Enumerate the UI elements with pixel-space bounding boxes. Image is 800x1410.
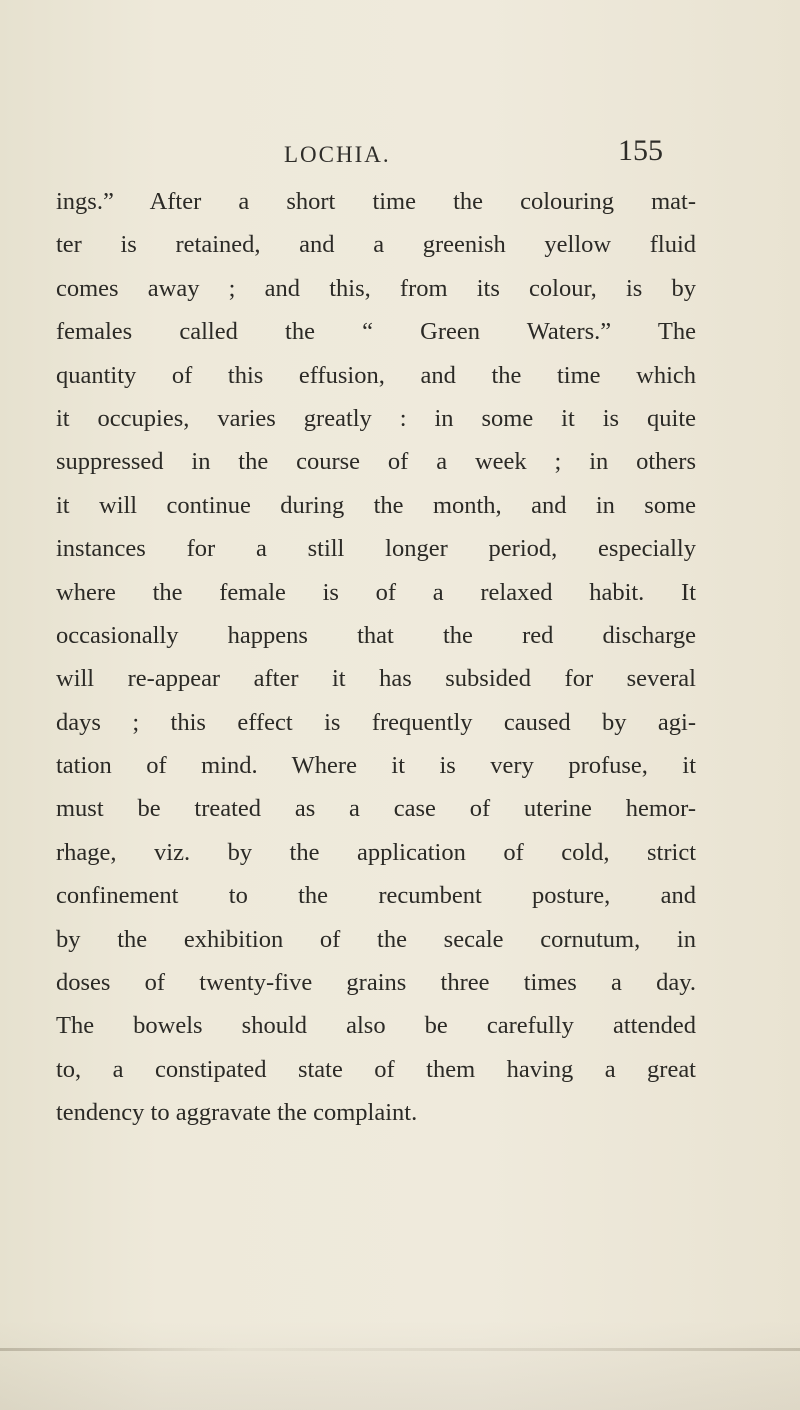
text-line: ings.” After a short time the colouring mat-	[56, 188, 696, 215]
text-line: will re-appear after it has subsided for several	[56, 665, 696, 693]
text-line: occasionally happens that the red discharge	[56, 621, 696, 649]
text-line: females called the “ Green Waters.” The	[56, 318, 696, 346]
page-number: 155	[618, 134, 663, 167]
text-line: must be treated as a case of uterine hemor-	[56, 795, 696, 823]
text-line: to, a constipated state of them having a great	[56, 1055, 696, 1083]
page-bottom-shadow	[0, 1320, 800, 1410]
running-title: LOCHIA.	[284, 142, 391, 167]
text-line: suppressed in the course of a week ; in others	[56, 448, 696, 476]
text-line: confinement to the recumbent posture, and	[56, 882, 696, 910]
page-crease	[0, 1348, 800, 1351]
text-line: days ; this effect is frequently caused by agi-	[56, 708, 696, 736]
text-line: ter is retained, and a greenish yellow fluid	[56, 231, 696, 259]
body-text	[56, 180, 696, 1135]
text-line: it occupies, varies greatly : in some it is quite	[56, 404, 696, 432]
text-line: tation of mind. Where it is very profuse, it	[56, 752, 696, 780]
text-line: comes away ; and this, from its colour, is by	[56, 274, 696, 302]
text-line: it will continue during the month, and in some	[56, 491, 696, 519]
text-line: by the exhibition of the secale cornutum, in	[56, 925, 696, 953]
text-line: doses of twenty-five grains three times a day.	[56, 969, 696, 997]
text-line: The bowels should also be carefully attended	[56, 1012, 696, 1040]
text-line: rhage, viz. by the application of cold, strict	[56, 838, 696, 866]
text-line: quantity of this effusion, and the time which	[56, 361, 696, 389]
text-line: tendency to aggravate the complaint.	[56, 1099, 418, 1127]
text-line: where the female is of a relaxed habit. It	[56, 578, 696, 606]
text-line: instances for a still longer period, especially	[56, 535, 696, 563]
